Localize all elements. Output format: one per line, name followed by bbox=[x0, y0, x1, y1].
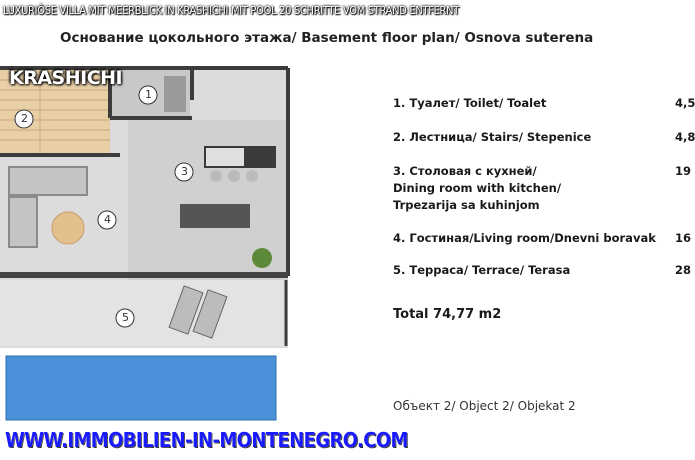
room-marker-4: 4 bbox=[104, 213, 111, 226]
coffee-table bbox=[52, 212, 84, 244]
total-area: Total 74,77 m2 bbox=[393, 307, 502, 322]
toilet-fixture bbox=[164, 76, 186, 112]
website-link[interactable]: WWW.IMMOBILIEN-IN-MONTENEGRO.COM bbox=[5, 428, 408, 452]
room-marker-5: 5 bbox=[122, 311, 129, 324]
location-watermark: KRASHICHI bbox=[9, 67, 123, 89]
room-item-living: 4. Гостиная/Living room/Dnevni boravak bbox=[393, 231, 656, 245]
room-area: 16 bbox=[675, 231, 692, 245]
room-marker-1: 1 bbox=[145, 88, 152, 101]
listing-banner: LUXURIÖSE VILLA MIT MEERBLICK IN KRASHICHI MIT POOL 20 SCHRITTE VOM STRAND ENTFERNT bbox=[3, 4, 459, 17]
room-item-terrace: 5. Терраса/ Terrace/ Terasa bbox=[393, 263, 571, 277]
plan-title: Основание цокольного этажа/ Basement floor plan/ Osnova suterena bbox=[60, 30, 594, 46]
room-area: 4,5 bbox=[675, 96, 695, 110]
pool bbox=[6, 356, 276, 420]
room-marker-3: 3 bbox=[181, 165, 188, 178]
plant bbox=[252, 248, 272, 268]
room-area: 28 bbox=[675, 263, 692, 277]
floor-plan-drawing bbox=[0, 64, 290, 460]
room-item-dining: 3. Столовая с кухней/ Dining room with kitchen/ Trpezarija sa kuhinjom bbox=[393, 164, 562, 212]
room-item-toilet: 1. Туалет/ Toilet/ Toalet bbox=[393, 96, 547, 110]
terrace-floor bbox=[0, 280, 288, 346]
room-area: 4,8 bbox=[675, 130, 695, 144]
room-marker-2: 2 bbox=[21, 112, 28, 125]
room-area: 19 bbox=[675, 164, 692, 178]
object-label: Объект 2/ Object 2/ Objekat 2 bbox=[393, 399, 576, 413]
room-item-stairs: 2. Лестница/ Stairs/ Stepenice bbox=[393, 130, 592, 144]
dining-table bbox=[180, 204, 250, 228]
facade-wall bbox=[0, 272, 288, 278]
